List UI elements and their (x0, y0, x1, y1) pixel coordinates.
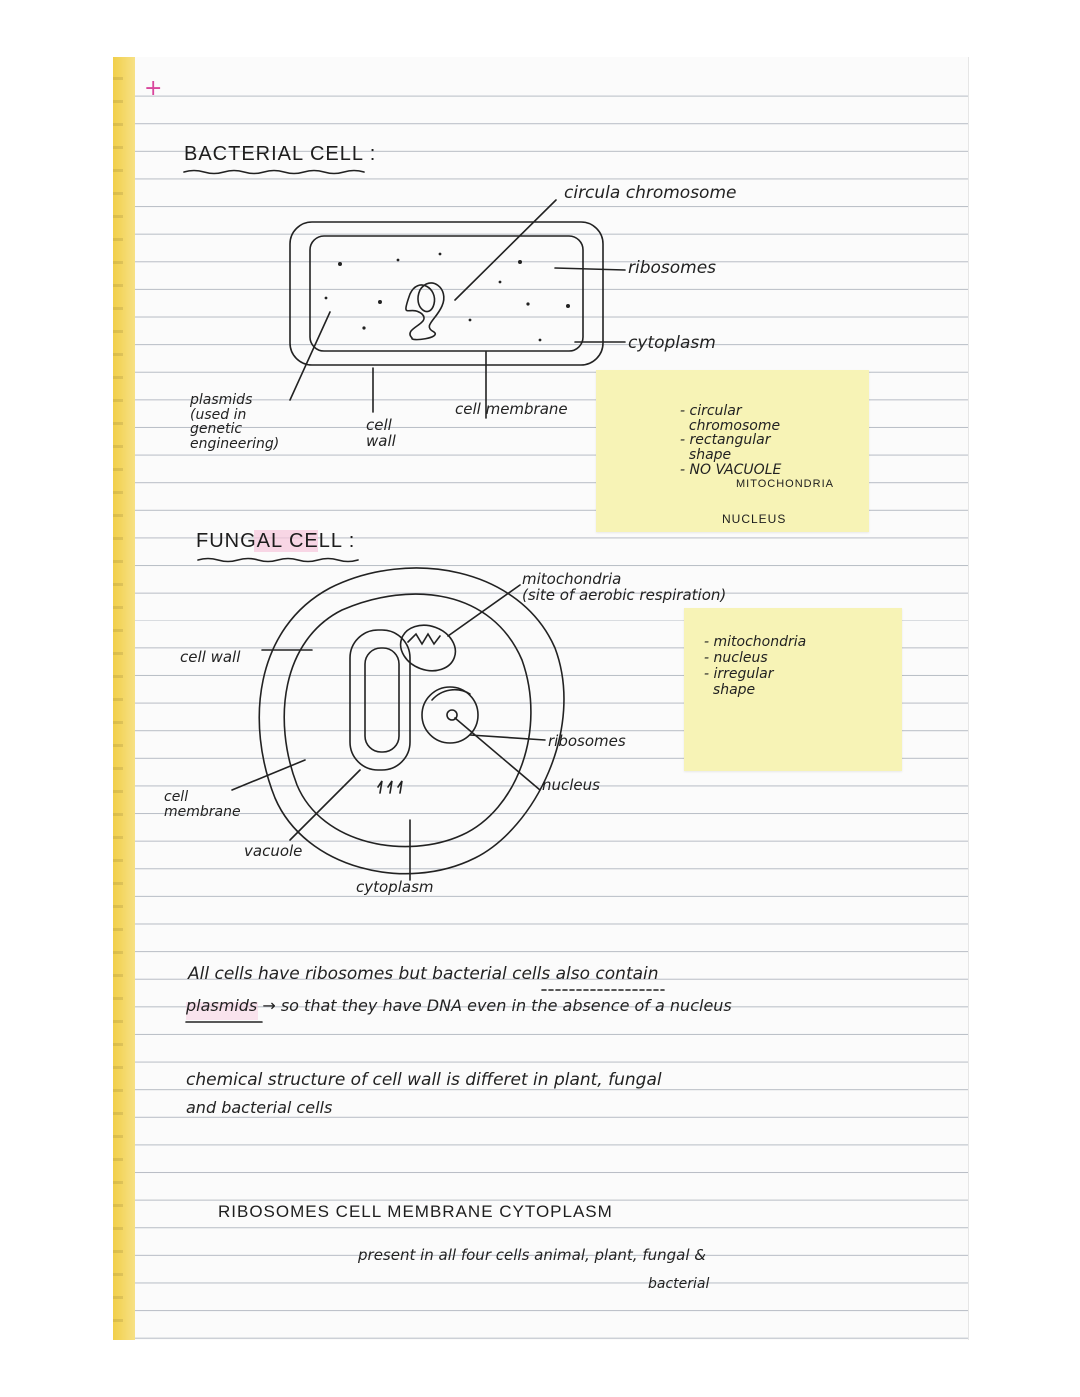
vacuole-label: vacuole (244, 842, 303, 860)
bacterial-note-nucleus: NUCLEUS (722, 512, 787, 526)
cytoplasm-label: cytoplasm (628, 333, 716, 353)
plasmids-label: plasmids (used in genetic engineering) (190, 392, 280, 453)
common-structures-caps: RIBOSOMES CELL MEMBRANE CYTOPLASM (218, 1202, 613, 1221)
mitochondria-label: mitochondria (site of aerobic respiration) (522, 570, 727, 604)
fungal-note-text: - mitochondria - nucleus - irregular shape (704, 634, 807, 699)
notes-line-5: present in all four cells animal, plant, fungal & (358, 1246, 706, 1264)
notes-line-1: All cells have ribosomes but bacterial cells also contain (188, 964, 659, 984)
margin-plus-mark: + (144, 76, 163, 101)
cell-membrane-label: cell membrane (455, 400, 568, 418)
page-binding-edge (113, 57, 123, 1340)
cell-wall-label: cell wall (366, 416, 396, 450)
notes-line-3: chemical structure of cell wall is differet in plant, fungal (186, 1070, 662, 1090)
chromosome-label: circula chromosome (564, 183, 737, 203)
fungal-cell-wall-label: cell wall (180, 648, 241, 666)
fungal-cell-heading: FUNGAL CELL : (196, 530, 356, 552)
bacterial-note-text: - circular chromosome - rectangular shape - NO VACUOLE (680, 403, 782, 478)
fungal-nucleus-label: nucleus (542, 776, 600, 794)
notes-line-6: bacterial (648, 1276, 710, 1292)
fungal-cytoplasm-label: cytoplasm (356, 878, 434, 896)
ribosomes-label: ribosomes (628, 258, 717, 278)
fungal-ribosomes-label: ribosomes (548, 732, 626, 750)
notes-line-2: plasmids → so that they have DNA even in the absence of a nucleus (186, 996, 732, 1015)
fungal-cell-membrane-label: cell membrane (164, 789, 241, 820)
bacterial-note-mitochondria: MITOCHONDRIA (736, 478, 834, 490)
notes-line-4: and bacterial cells (186, 1098, 333, 1117)
bacterial-cell-heading: BACTERIAL CELL : (184, 143, 377, 165)
